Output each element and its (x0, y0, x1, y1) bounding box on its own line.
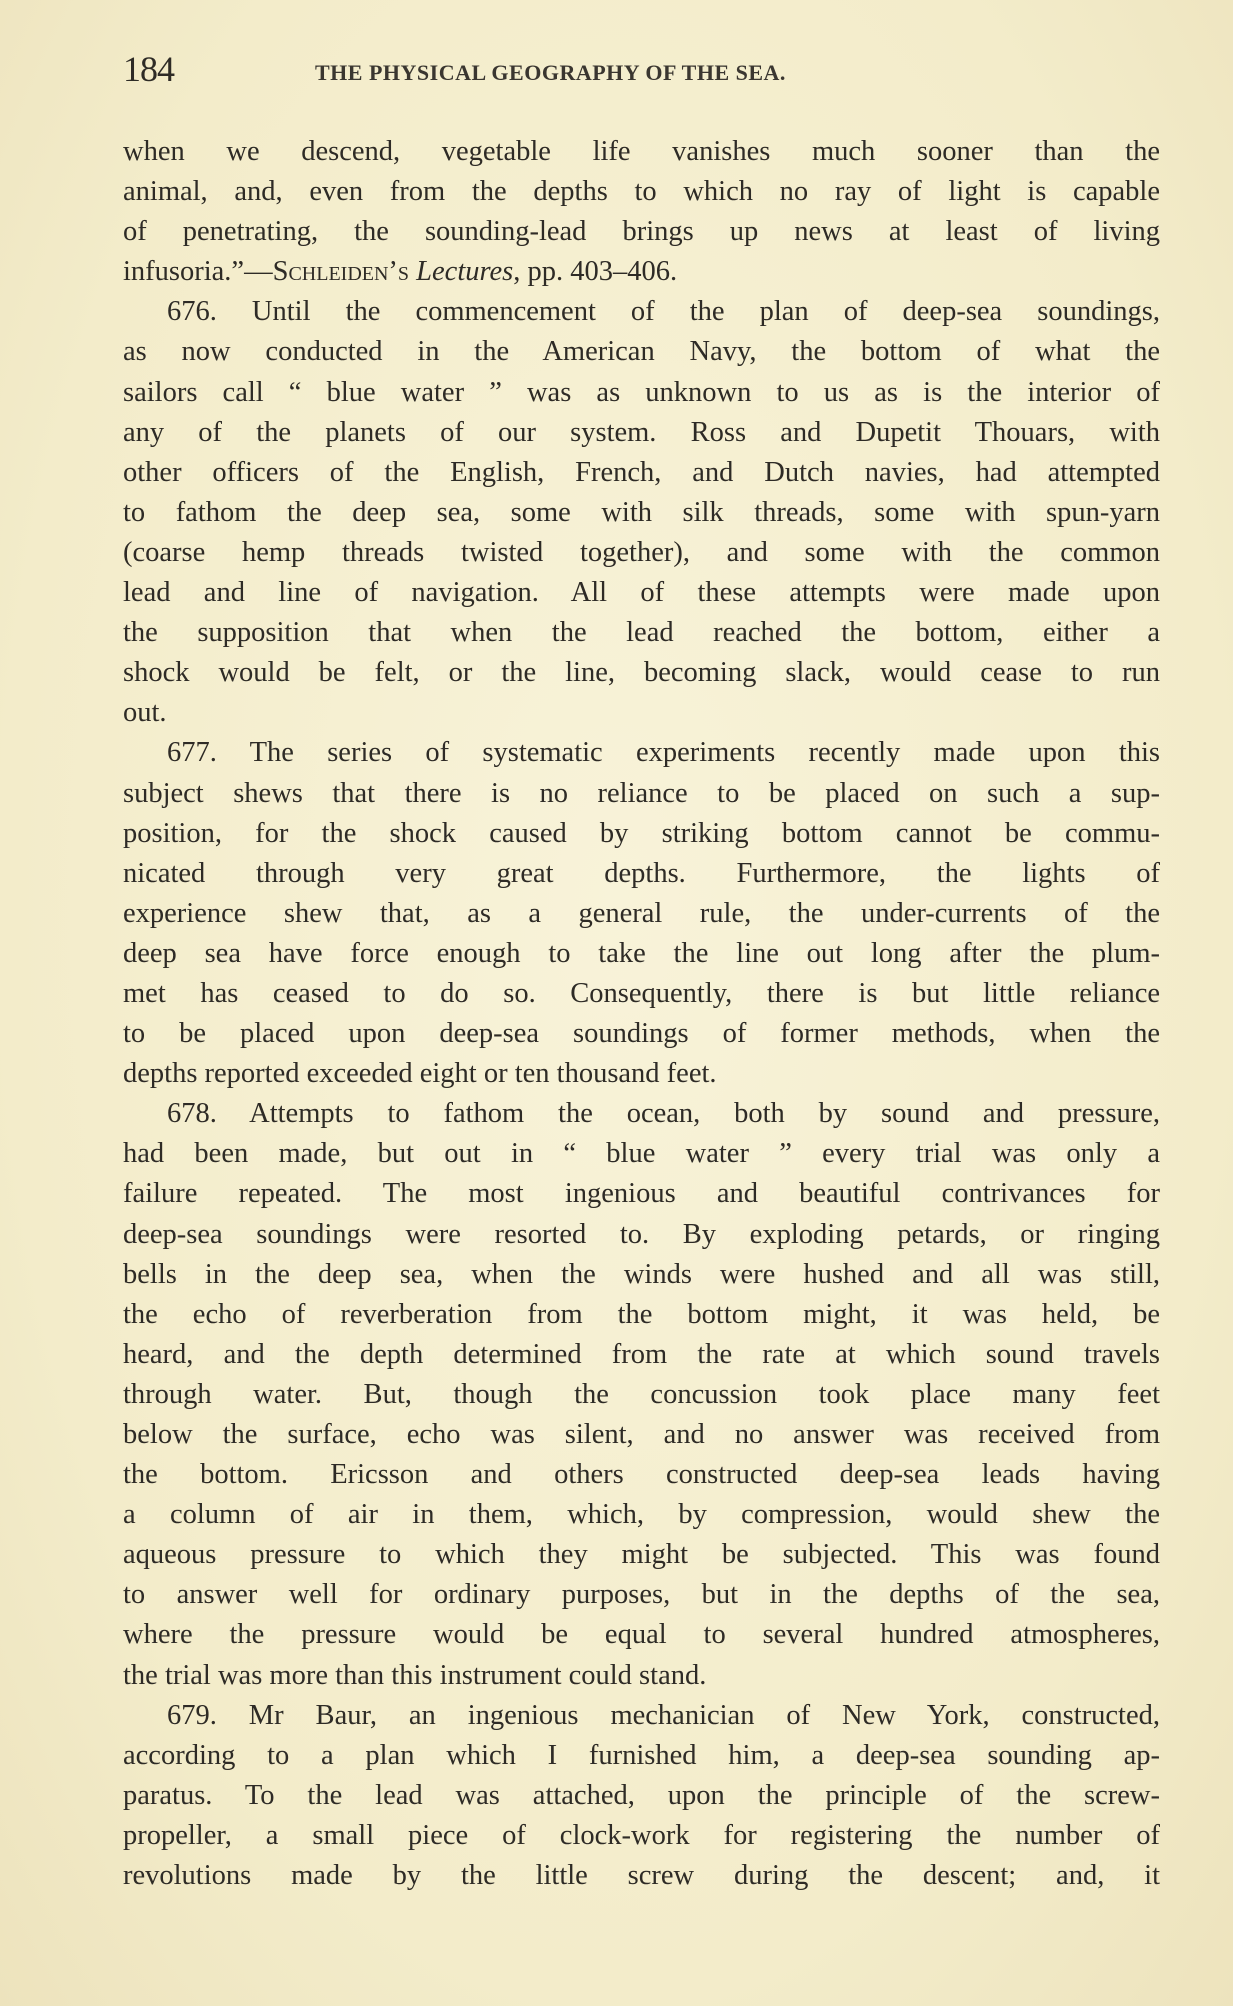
text-line: deep-sea soundings were resorted to. By exploding petards, or ringing (123, 1218, 1160, 1250)
text-line: 679. Mr Baur, an ingenious mechanician of New York, constructed, (167, 1699, 1160, 1731)
text-line: subject shews that there is no reliance to be placed on such a sup- (123, 777, 1160, 809)
author-name: Schleiden’s (272, 256, 410, 288)
text-line: lead and line of navigation. All of these attempts were made upon (123, 577, 1160, 609)
book-title: Lectures (416, 256, 514, 288)
text-line: according to a plan which I furnished him, a deep-sea sounding ap- (123, 1739, 1160, 1771)
text-line: (coarse hemp threads twisted together), and some with the common (123, 536, 1160, 568)
text-line: paratus. To the lead was attached, upon the principle of the screw- (123, 1779, 1160, 1811)
text-line: the supposition that when the lead reached the bottom, either a (123, 617, 1160, 649)
text-line: the echo of reverberation from the bottom might, it was held, be (123, 1298, 1160, 1330)
text-line: of penetrating, the sounding-lead brings up news at least of living (123, 216, 1160, 248)
page-number: 184 (123, 49, 174, 89)
text-line: 676. Until the commencement of the plan of deep-sea soundings, (167, 296, 1160, 328)
text-line: propeller, a small piece of clock-work for registering the number of (123, 1819, 1160, 1851)
text-line (123, 252, 1160, 292)
text-line: position, for the shock caused by striking bottom cannot be commu- (123, 817, 1160, 849)
text-line: revolutions made by the little screw during the descent; and, it (123, 1860, 1160, 1892)
text-line: out. (123, 697, 167, 729)
text-line: to answer well for ordinary purposes, but in the depths of the sea, (123, 1579, 1160, 1611)
paragraph (123, 1696, 1160, 1896)
text-line: shock would be felt, or the line, becoming slack, would cease to run (123, 657, 1160, 689)
text-line: experience shew that, as a general rule, the under-currents of the (123, 897, 1160, 929)
body-text (123, 132, 1160, 1896)
text-line: to fathom the deep sea, some with silk threads, some with spun-yarn (123, 496, 1160, 528)
text-line: other officers of the English, French, and Dutch navies, had attempted (123, 456, 1160, 488)
text-line: to be placed upon deep-sea soundings of former methods, when the (123, 1018, 1160, 1050)
paragraph (123, 132, 1160, 292)
paragraph (123, 733, 1160, 1094)
text-line: heard, and the depth determined from the rate at which sound travels (123, 1338, 1160, 1370)
page-header (123, 48, 1163, 92)
text-line: depths reported exceeded eight or ten thousand feet. (123, 1058, 717, 1090)
text-line: sailors call “ blue water ” was as unknown to us as is the interior of (123, 376, 1160, 408)
text-line: animal, and, even from the depths to which no ray of light is capable (123, 176, 1160, 208)
text-line: when we descend, vegetable life vanishes much sooner than the (123, 136, 1160, 167)
paragraph (123, 1094, 1160, 1695)
text-line: nicated through very great depths. Furthermore, the lights of (123, 857, 1160, 889)
text-line: 677. The series of systematic experiments recently made upon this (167, 737, 1160, 769)
text-line: met has ceased to do so. Consequently, there is but little reliance (123, 977, 1160, 1009)
text-span: , pp. 403–406. (513, 256, 678, 288)
text-line: any of the planets of our system. Ross and Dupetit Thouars, with (123, 416, 1160, 448)
text-line: bells in the deep sea, when the winds were hushed and all was still, (123, 1258, 1160, 1290)
text-line: below the surface, echo was silent, and no answer was received from (123, 1419, 1160, 1450)
text-line: the trial was more than this instrument could stand. (123, 1659, 707, 1691)
text-line: a column of air in them, which, by compression, would shew the (123, 1499, 1160, 1531)
text-line: the bottom. Ericsson and others constructed deep-sea leads having (123, 1459, 1160, 1491)
text-line: had been made, but out in “ blue water ” every trial was only a (123, 1138, 1160, 1170)
text-line: 678. Attempts to fathom the ocean, both by sound and pressure, (167, 1098, 1160, 1130)
text-line: as now conducted in the American Navy, the bottom of what the (123, 336, 1160, 368)
running-title: THE PHYSICAL GEOGRAPHY OF THE SEA. (315, 60, 786, 85)
text-span: infusoria.”— (123, 256, 273, 288)
text-line: where the pressure would be equal to several hundred atmospheres, (123, 1619, 1160, 1651)
paragraph (123, 292, 1160, 733)
text-line: failure repeated. The most ingenious and beautiful contrivances for (123, 1178, 1160, 1210)
text-line: through water. But, though the concussion took place many feet (123, 1378, 1160, 1410)
text-line: aqueous pressure to which they might be subjected. This was found (123, 1539, 1160, 1571)
text-line: deep sea have force enough to take the line out long after the plum- (123, 937, 1160, 969)
